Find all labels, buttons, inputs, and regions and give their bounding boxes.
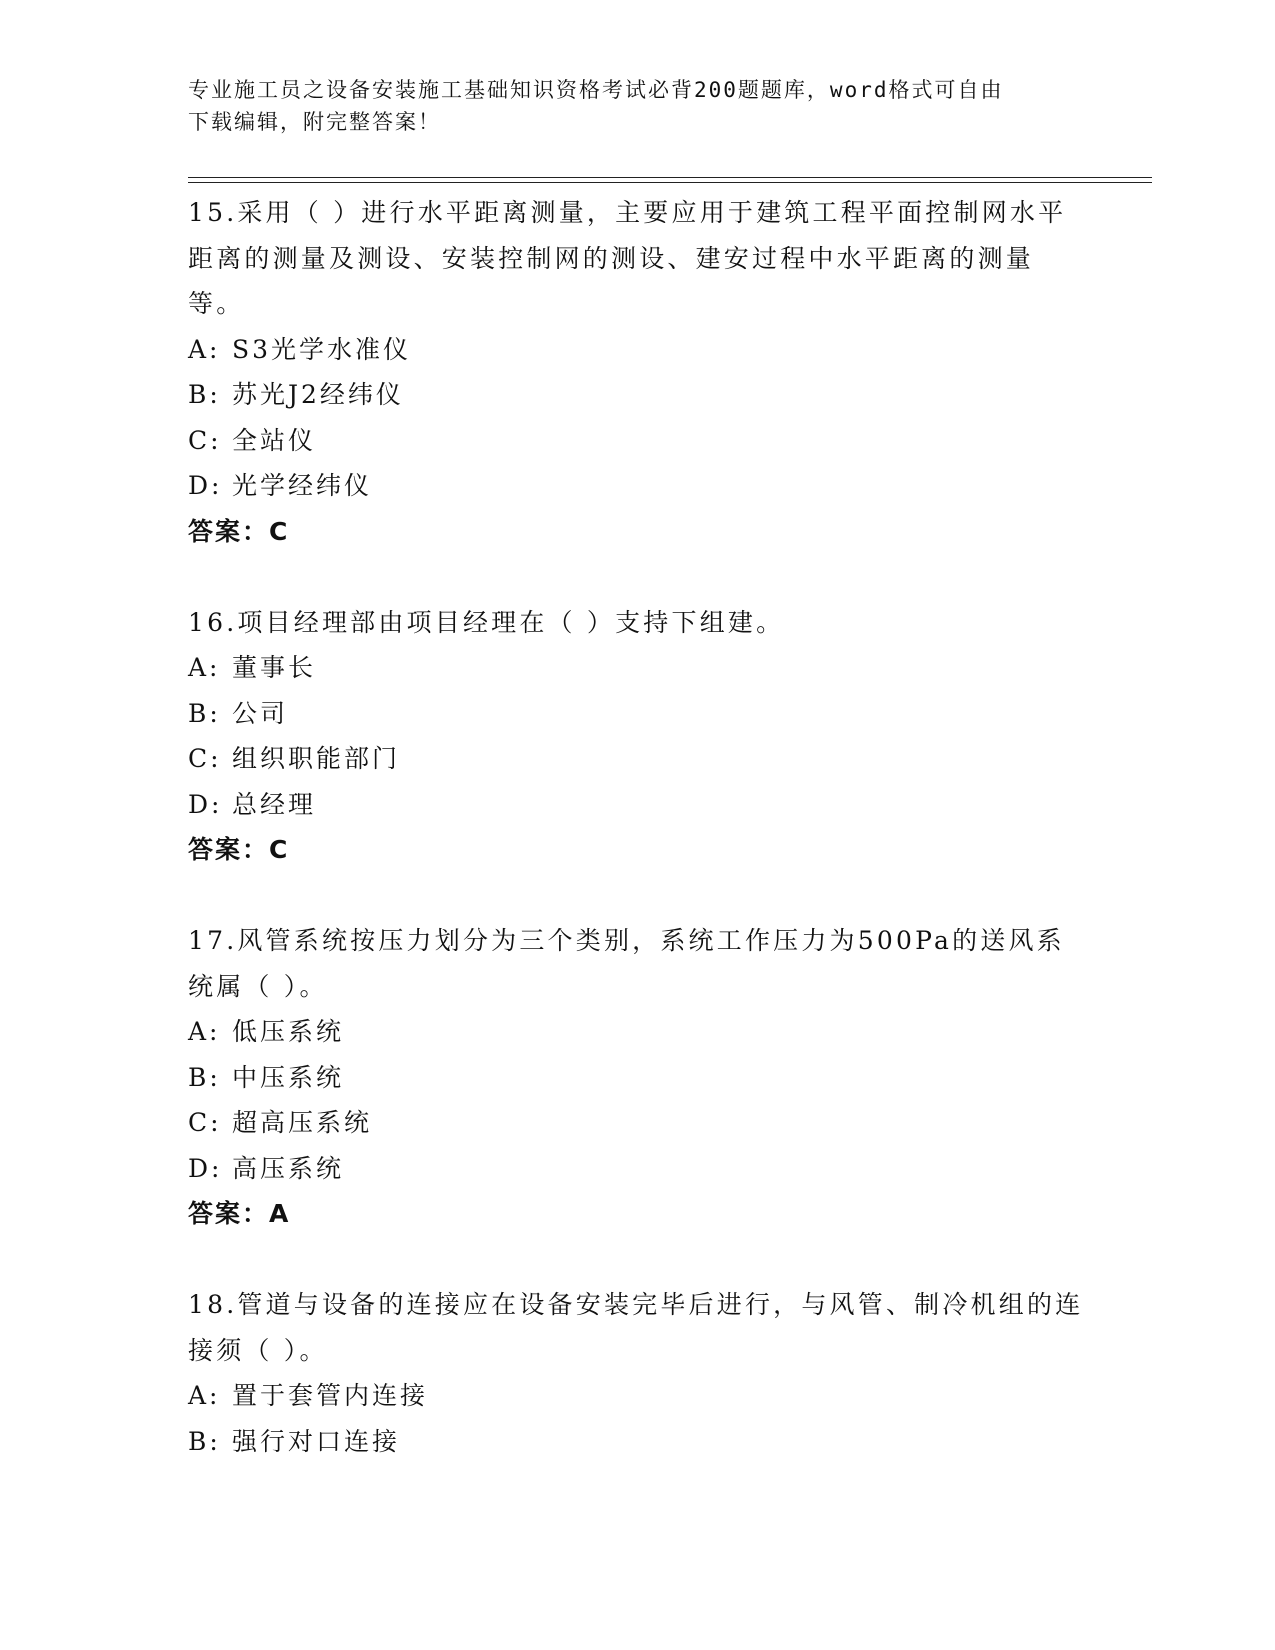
option-text: 置于套管内连接 [232,1381,429,1410]
option-a [188,327,1088,373]
question-spacer [188,873,1088,919]
question-stem: 16.项目经理部由项目经理在（ ）支持下组建。 [188,607,785,637]
option-c [188,736,1088,782]
option-text: 超高压系统 [232,1108,373,1137]
option-text: 总经理 [232,789,317,819]
option-text: 苏光J2经纬仪 [232,380,404,409]
option-a [188,645,1088,691]
question-stem: 18.管道与设备的连接应在设备安装完毕后进行，与风管、制冷机组的连接须（ ）。 [188,1290,1084,1365]
option-d [188,463,1088,509]
option-text: 董事长 [232,653,317,682]
question-18 [188,1282,1088,1464]
option-d [188,782,1088,828]
option-letter: D: [188,789,223,819]
option-letter: C: [188,425,222,455]
option-letter: A: [188,653,221,682]
document-header [188,74,1068,138]
question-17 [188,918,1088,1237]
option-a [188,1009,1088,1055]
answer-line: 答案：A [188,1199,291,1228]
option-text: 高压系统 [232,1153,345,1183]
option-letter: A: [188,1017,221,1046]
option-text: 组织职能部门 [232,744,401,773]
answer-line: 答案：C [188,516,290,546]
header-rule-top [188,177,1152,178]
question-list [188,190,1088,1464]
option-letter: A: [188,1381,221,1410]
option-text: 中压系统 [232,1062,345,1092]
option-letter: B: [188,698,221,728]
option-letter: B: [188,380,221,409]
question-stem: 17.风管系统按压力划分为三个类别，系统工作压力为500Pa的送风系统属（ ）。 [188,926,1065,1001]
answer-line: 答案：C [188,835,290,864]
option-text: 光学经纬仪 [232,471,373,500]
option-a [188,1373,1088,1419]
option-letter: C: [188,744,222,773]
option-text: 公司 [232,698,289,728]
question-spacer [188,1237,1088,1283]
question-stem: 15.采用（ ）进行水平距离测量，主要应用于建筑工程平面控制网水平距离的测量及测设、安装控制网的测设、建安过程中水平距离的测量等。 [188,198,1067,318]
option-text: 低压系统 [232,1017,345,1046]
option-letter: A: [188,334,221,364]
header-line-2: 下载编辑，附完整答案！ [188,110,441,134]
option-d [188,1146,1088,1192]
option-letter: D: [188,471,223,500]
option-letter: D: [188,1153,223,1183]
option-text: S3光学水准仪 [232,334,412,364]
option-b [188,1419,1088,1465]
option-c [188,418,1088,464]
question-15 [188,190,1088,554]
option-letter: B: [188,1426,221,1456]
option-text: 全站仪 [232,425,317,455]
header-rule-bottom [188,182,1152,183]
option-c [188,1100,1088,1146]
option-letter: B: [188,1062,221,1092]
option-text: 强行对口连接 [232,1426,401,1456]
question-spacer [188,554,1088,600]
question-16 [188,600,1088,873]
option-b [188,691,1088,737]
header-line-1: 专业施工员之设备安装施工基础知识资格考试必背200题题库，word格式可自由 [188,78,1004,102]
option-b [188,1055,1088,1101]
option-letter: C: [188,1108,222,1137]
option-b [188,372,1088,418]
